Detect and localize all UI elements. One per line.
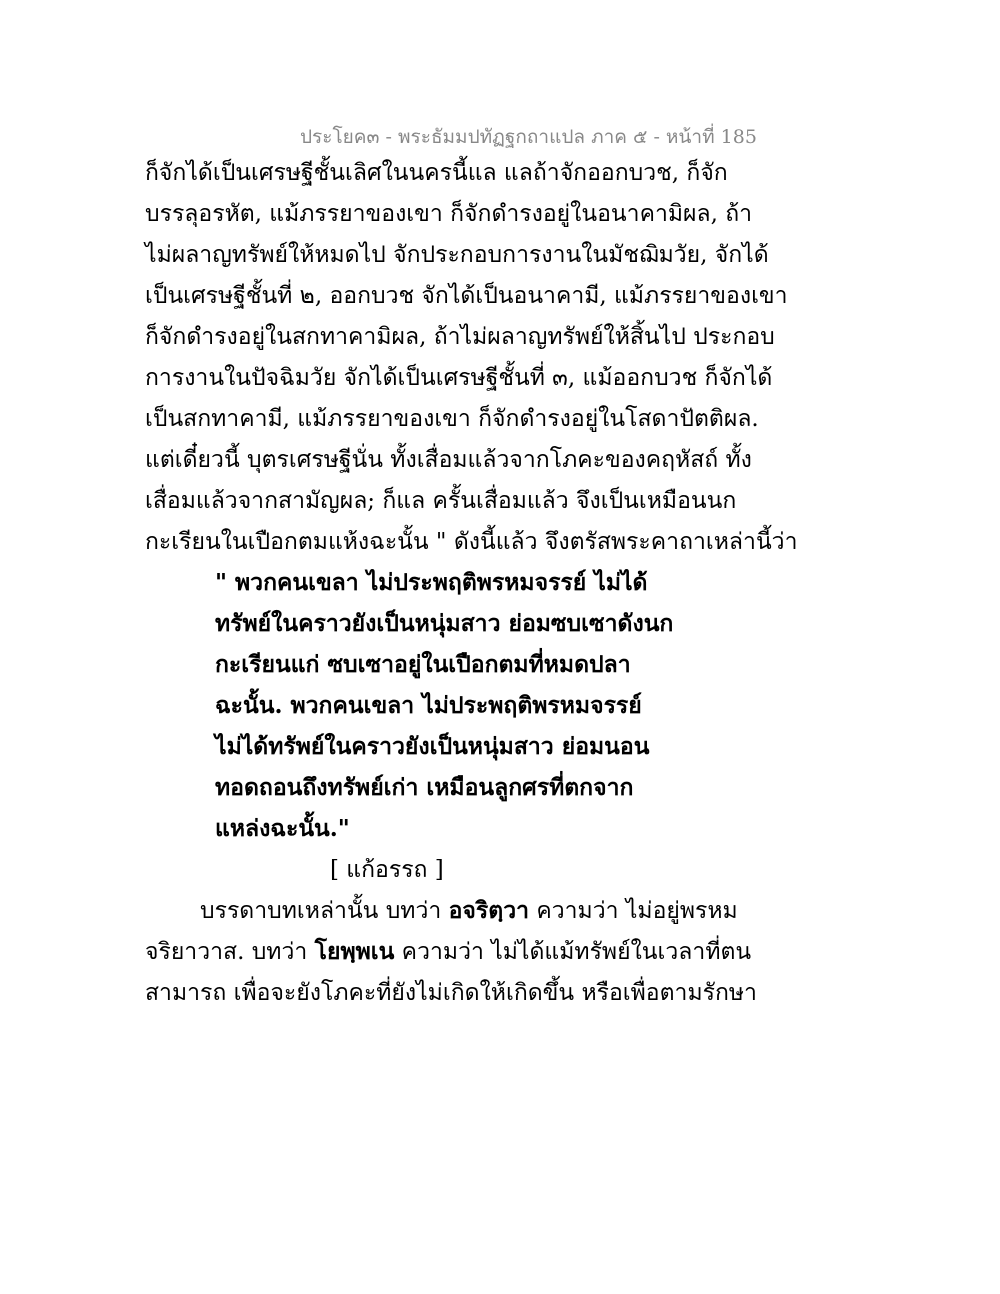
body-line: ก็จักได้เป็นเศรษฐีชั้นเลิศในนครนี้แล แลถ้าจักออกบวช, ก็จัก	[145, 160, 728, 186]
verse-line: ทรัพย์ในคราวยังเป็นหนุ่มสาว ย่อมซบเซาดังนก	[215, 610, 674, 637]
body-line: ก็จักดำรงอยู่ในสกทาคามิผล, ถ้าไม่ผลาญทรัพย์ให้สิ้นไป ประกอบ	[145, 324, 775, 350]
commentary-text: บรรดาบทเหล่านั้น บทว่า	[200, 898, 449, 924]
verse-line: ฉะนั้น. พวกคนเขลา ไม่ประพฤติพรหมจรรย์	[215, 692, 642, 719]
verse-line: กะเรียนแก่ ซบเซาอยู่ในเปือกตมที่หมดปลา	[215, 651, 631, 678]
commentary-line	[145, 937, 751, 967]
section-heading: [ แก้อรรถ ]	[330, 857, 444, 883]
body-line: เป็นเศรษฐีชั้นที่ ๒, ออกบวช จักได้เป็นอนาคามี, แม้ภรรยาของเขา	[145, 283, 788, 309]
commentary-line	[200, 896, 738, 926]
commentary-text: จริยาวาส. บทว่า	[145, 939, 315, 965]
body-line: แต่เดี๋ยวนี้ บุตรเศรษฐีนั่น ทั้งเสื่อมแล้วจากโภคะของคฤหัสถ์ ทั้ง	[145, 447, 752, 473]
body-line: การงานในปัจฉิมวัย จักได้เป็นเศรษฐีชั้นที่ ๓, แม้ออกบวช ก็จักได้	[145, 365, 773, 391]
verse-line: ทอดถอนถึงทรัพย์เก่า เหมือนลูกศรที่ตกจาก	[215, 774, 634, 801]
body-line: เสื่อมแล้วจากสามัญผล; ก็แล ครั้นเสื่อมแล้ว จึงเป็นเหมือนนก	[145, 488, 737, 514]
body-line: กะเรียนในเปือกตมแห้งฉะนั้น " ดังนี้แล้ว จึงตรัสพระคาถาเหล่านี้ว่า	[145, 529, 798, 555]
commentary-text: ความว่า ไม่ได้แม้ทรัพย์ในเวลาที่ตน	[394, 939, 752, 965]
body-line: ไม่ผลาญทรัพย์ให้หมดไป จักประกอบการงานในมัชฌิมวัย, จักได้	[145, 242, 769, 268]
body-line: บรรลุอรหัต, แม้ภรรยาของเขา ก็จักดำรงอยู่ในอนาคามิผล, ถ้า	[145, 201, 753, 227]
commentary-text: ความว่า ไม่อยู่พรหม	[529, 898, 738, 924]
verse-line: ไม่ได้ทรัพย์ในคราวยังเป็นหนุ่มสาว ย่อมนอน	[215, 733, 650, 760]
verse-line: แหล่งฉะนั้น."	[215, 815, 350, 842]
body-line: เป็นสกทาคามี, แม้ภรรยาของเขา ก็จักดำรงอยู่ในโสดาปัตติผล.	[145, 406, 759, 432]
pali-term: อจริตฺวา	[448, 897, 530, 924]
commentary-line: สามารถ เพื่อจะยังโภคะที่ยังไม่เกิดให้เกิดขึ้น หรือเพื่อตามรักษา	[145, 980, 757, 1006]
verse-line: " พวกคนเขลา ไม่ประพฤติพรหมจรรย์ ไม่ได้	[215, 569, 648, 596]
pali-term: โยพฺพเน	[314, 938, 395, 965]
page-header: ประโยค๓ - พระธัมมปทัฏฐกถาแปล ภาค ๕ - หน้าที่ 185	[300, 126, 757, 148]
